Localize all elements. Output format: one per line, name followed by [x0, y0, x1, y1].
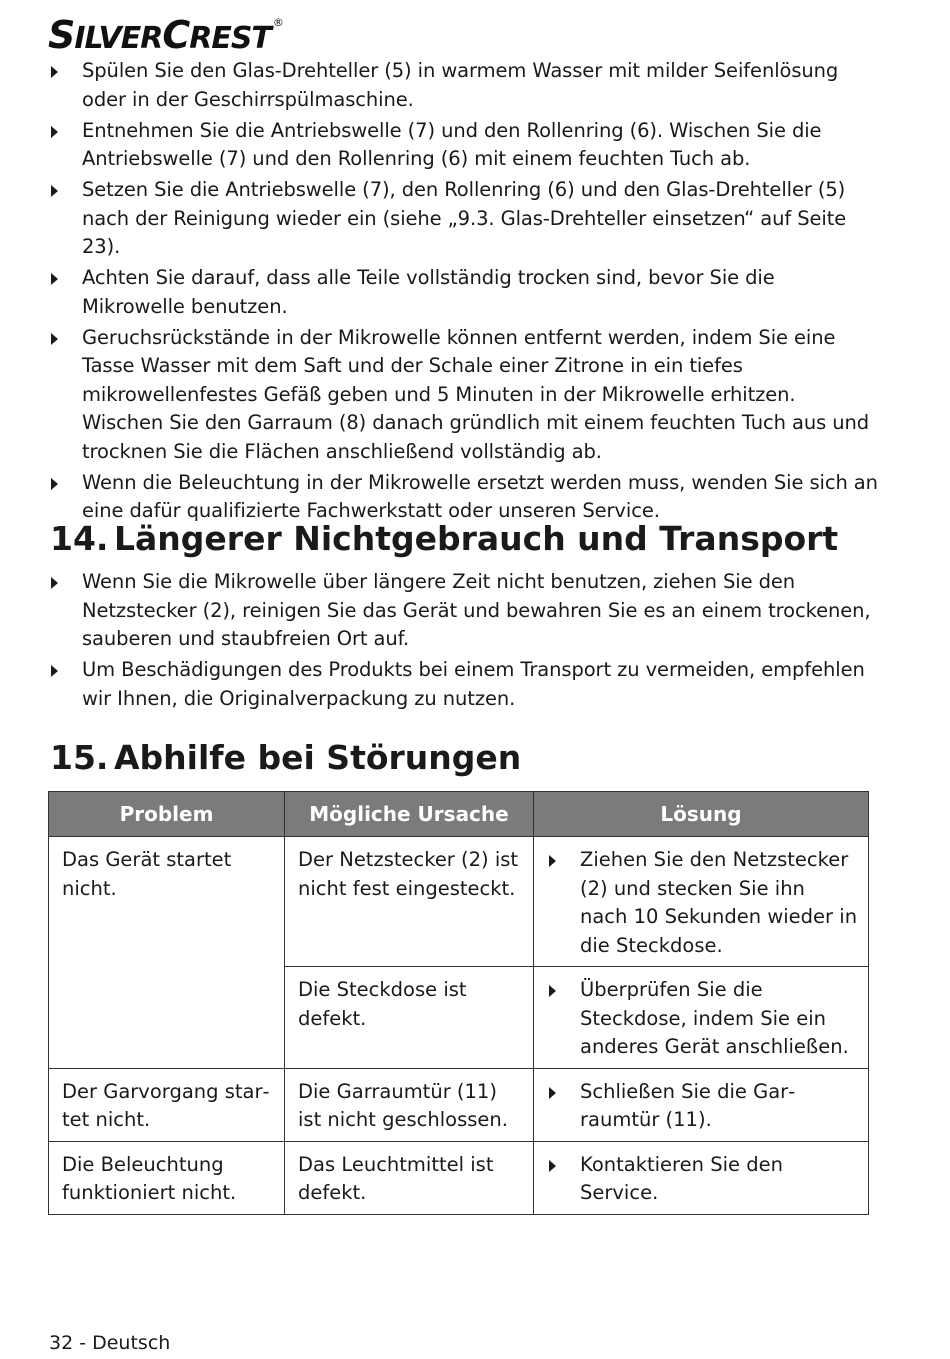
bullet-triangle-icon — [549, 1160, 556, 1172]
list-item: Wenn Sie die Mikrowelle über längere Zeit nicht benutzen, ziehen Sie den Netzstecker (2), reinigen Sie das Gerät und bewahren Sie es an einem trockenen, sauberen und staubfreien Ort auf. — [48, 568, 878, 654]
bullet-triangle-icon — [51, 478, 58, 490]
brand-logo: SILVERCREST ® — [48, 13, 283, 57]
bullet-triangle-icon — [549, 855, 556, 867]
cleaning-instructions — [48, 57, 878, 528]
cause-cell: Das Leuchtmittel ist defekt. — [285, 1141, 534, 1214]
list-item: Setzen Sie die Antriebswelle (7), den Rollenring (6) und den Glas-Drehteller (5) nach der Reinigung wieder ein (siehe „9.3. Glas-Drehteller einsetzen“ auf Seite 23). — [48, 176, 878, 262]
header-problem: Problem — [49, 792, 285, 837]
solution-cell: Überprüfen Sie die Steckdose, indem Sie ein anderes Gerät anschließen. — [534, 967, 869, 1069]
list-item: Um Beschädigungen des Produkts bei einem Transport zu vermeiden, empfehlen wir Ihnen, die Originalverpackung zu nutzen. — [48, 656, 878, 713]
cause-cell: Der Netzstecker (2) ist nicht fest eingesteckt. — [285, 837, 534, 967]
section-14-heading: 14. Längerer Nichtgebrauch und Transport — [50, 519, 839, 558]
bullet-triangle-icon — [549, 1087, 556, 1099]
table-row — [49, 837, 869, 967]
list-item: Achten Sie darauf, dass alle Teile vollständig trocken sind, bevor Sie die Mikrowelle benutzen. — [48, 264, 878, 321]
bullet-triangle-icon — [51, 273, 58, 285]
solution-cell: Kontaktieren Sie den Service. — [534, 1141, 869, 1214]
bullet-triangle-icon — [51, 665, 58, 677]
page-footer: 32 - Deutsch — [49, 1332, 171, 1354]
bullet-triangle-icon — [51, 185, 58, 197]
section-15-heading: 15. Abhilfe bei Störungen — [50, 738, 522, 777]
section-14-body — [48, 568, 878, 716]
list-item: Geruchsrückstände in der Mikrowelle können entfernt werden, indem Sie eine Tasse Wasser mit dem Saft und der Schale einer Zitrone in ein tiefes mikrowellenfestes Gefäß geben und 5 Minuten in der Mikrowelle erhitzen. Wischen Sie den Garraum (8) danach gründlich mit einem feuchten Tuch aus und trocknen Sie die Flächen anschließend vollständig ab. — [48, 324, 878, 467]
list-item: Wenn die Beleuchtung in der Mikrowelle ersetzt werden muss, wenden Sie sich an eine dafür qualifizierte Fachwerkstatt oder unseren Service. — [48, 469, 878, 526]
header-solution: Lösung — [534, 792, 869, 837]
cause-cell: Die Garraumtür (11) ist nicht geschlossen. — [285, 1068, 534, 1141]
cause-cell: Die Steckdose ist defekt. — [285, 967, 534, 1069]
bullet-triangle-icon — [51, 577, 58, 589]
list-item: Spülen Sie den Glas-Drehteller (5) in warmem Wasser mit milder Seifenlösung oder in der Geschirrspülmaschine. — [48, 57, 878, 114]
problem-cell: Der Garvorgang startet nicht. — [49, 1068, 285, 1141]
bullet-triangle-icon — [51, 333, 58, 345]
solution-cell: Ziehen Sie den Netzstecker (2) und stecken Sie ihn nach 10 Sekunden wieder in die Steckdose. — [534, 837, 869, 967]
problem-cell: Das Gerät startet nicht. — [49, 837, 285, 1069]
problem-cell: Die Beleuchtung funktioniert nicht. — [49, 1141, 285, 1214]
table-header-row — [49, 792, 869, 837]
troubleshooting-table — [48, 791, 869, 1215]
bullet-triangle-icon — [51, 66, 58, 78]
bullet-triangle-icon — [51, 126, 58, 138]
solution-cell: Schließen Sie die Garraumtür (11). — [534, 1068, 869, 1141]
list-item: Entnehmen Sie die Antriebswelle (7) und den Rollenring (6). Wischen Sie die Antriebswelle (7) und den Rollenring (6) mit einem feuchten Tuch ab. — [48, 117, 878, 174]
header-cause: Mögliche Ursache — [285, 792, 534, 837]
bullet-triangle-icon — [549, 985, 556, 997]
table-row — [49, 1141, 869, 1214]
table-row — [49, 1068, 869, 1141]
